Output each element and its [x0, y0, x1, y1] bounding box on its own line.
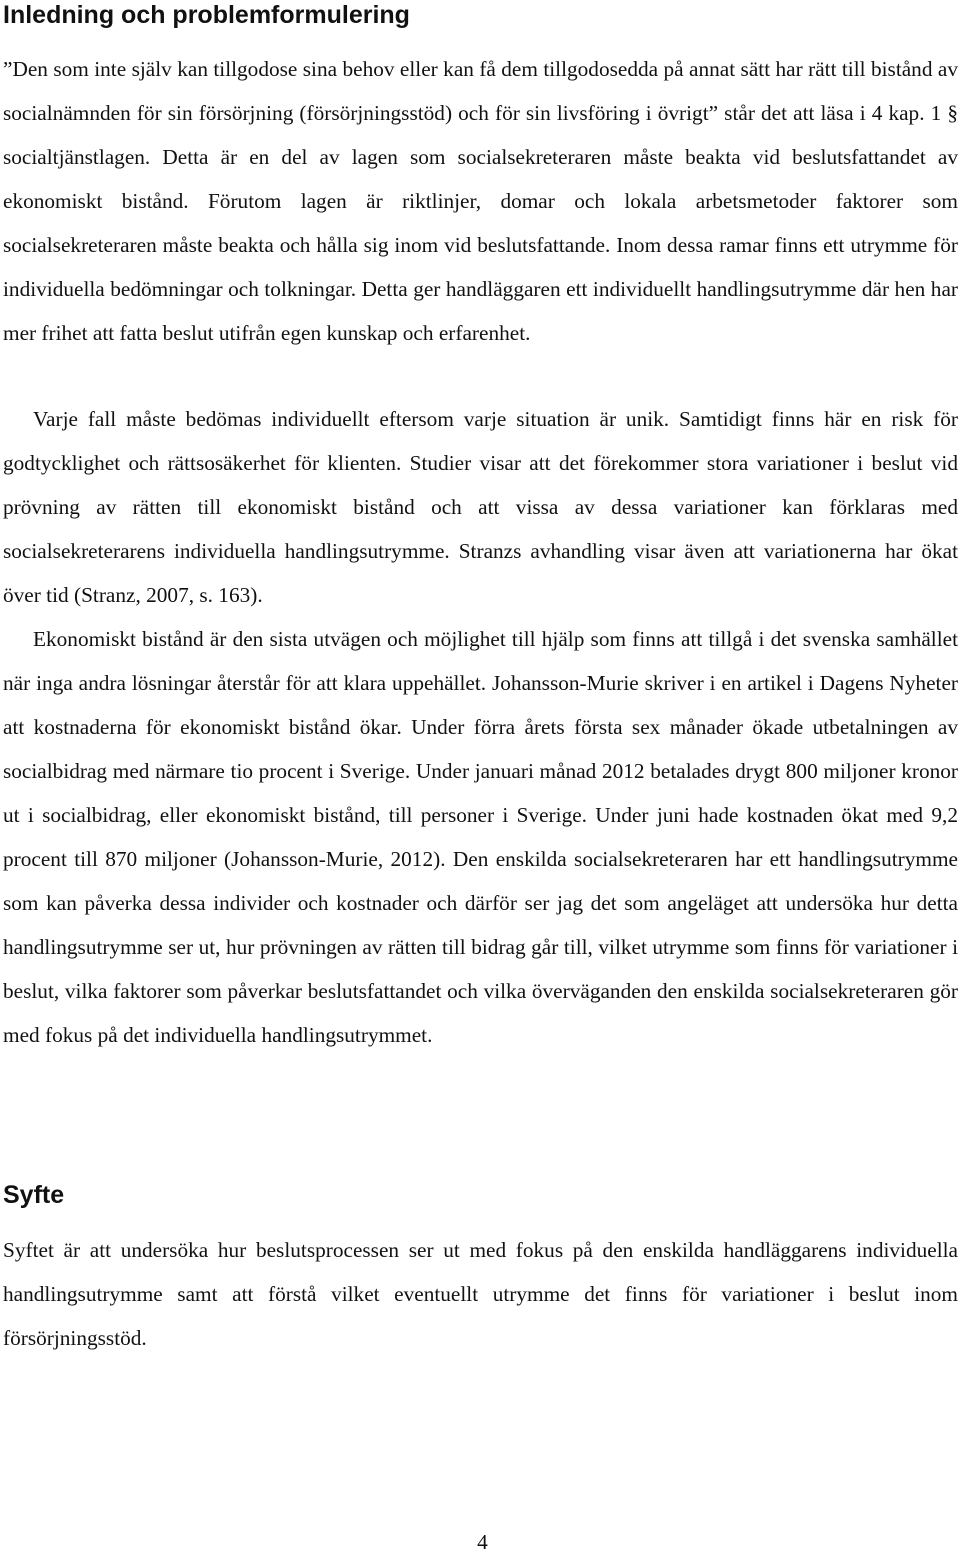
paragraph-intro-2: Varje fall måste bedömas individuellt eftersom varje situation är unik. Samtidigt finns här en risk för godtycklighet och rättsosäkerhet för klienten. Studier visar att det förekommer stora variationer i beslut vid prövning av rätten till ekonomiskt bistånd och att vissa av dessa variationer kan förklaras med socialsekreterarens individuella handlingsutrymme. Stranzs avhandling visar även att variationerna har ökat över tid (Stranz, 2007, s. 163). — [3, 407, 958, 607]
paragraph-intro-1: ”Den som inte själv kan tillgodose sina behov eller kan få dem tillgodosedda på annat sätt har rätt till bistånd av socialnämnden för sin försörjning (försörjningsstöd) och för sin livsföring i övrigt” står det att läsa i 4 kap. 1 § socialtjänstlagen. Detta är en del av lagen som socialsekreteraren måste beakta vid beslutsfattandet av ekonomiskt bistånd. Förutom lagen är riktlinjer, domar och lokala arbetsmetoder faktorer som socialsekreteraren måste beakta och hålla sig inom vid beslutsfattande. Inom dessa ramar finns ett utrymme för individuella bedömningar och tolkningar. Detta ger handläggaren ett individuellt handlingsutrymme där hen har mer frihet att fatta beslut utifrån egen kunskap och erfarenhet. — [3, 57, 958, 345]
section-heading-syfte: Syfte — [3, 1181, 65, 1209]
paragraph-syfte-1: Syftet är att undersöka hur beslutsprocessen ser ut med fokus på den enskilda handläggarens individuella handlingsutrymme samt att förstå vilket eventuellt utrymme det finns för variationer i beslut inom försörjningsstöd. — [3, 1238, 958, 1350]
section-heading-intro: Inledning och problemformulering — [3, 1, 410, 29]
page-number: 4 — [477, 1530, 488, 1554]
paragraph-intro-3: Ekonomiskt bistånd är den sista utvägen och möjlighet till hjälp som finns att tillgå i det svenska samhället när inga andra lösningar återstår för att klara uppehället. Johansson-Murie skriver i en artikel i Dagens Nyheter att kostnaderna för ekonomiskt bistånd ökar. Under förra årets första sex månader ökade utbetalningen av socialbidrag med närmare tio procent i Sverige. Under januari månad 2012 betalades drygt 800 miljoner kronor ut i socialbidrag, eller ekonomiskt bistånd, till personer i Sverige. Under juni hade kostnaden ökat med 9,2 procent till 870 miljoner (Johansson-Murie, 2012). Den enskilda socialsekreteraren har ett handlingsutrymme som kan påverka dessa individer och kostnader och därför ser jag det som angeläget att undersöka hur detta handlingsutrymme ser ut, hur prövningen av rätten till bidrag går till, vilket utrymme som finns för variationer i beslut, vilka faktorer som påverkar beslutsfattandet och vilka överväganden den enskilda socialsekreteraren gör med fokus på det individuella handlingsutrymmet. — [3, 627, 958, 1047]
